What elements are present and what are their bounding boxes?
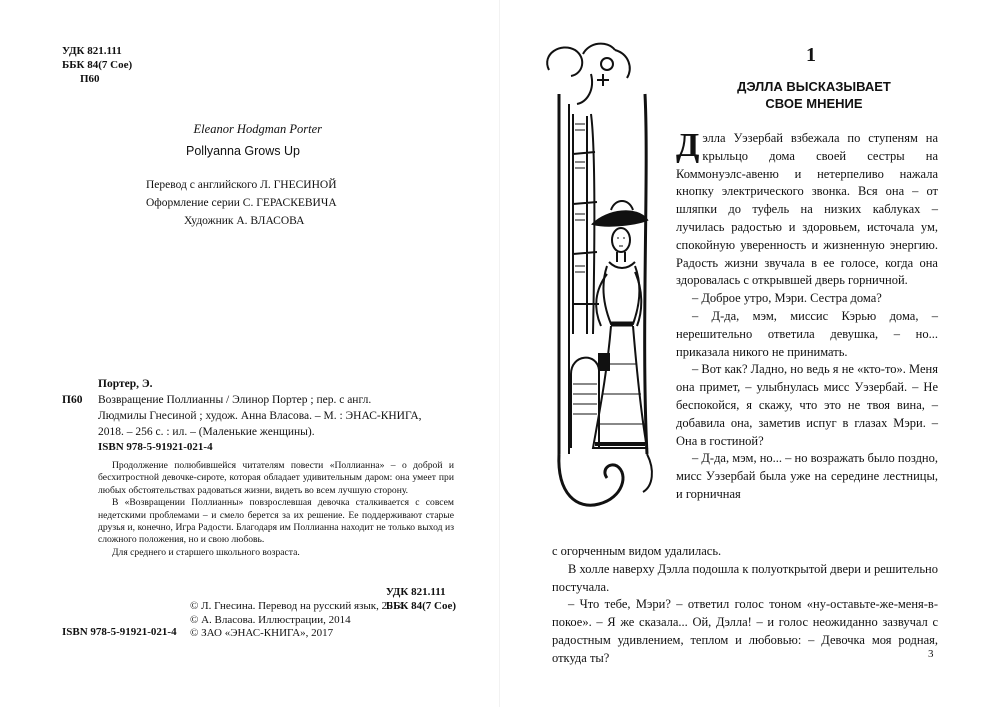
bib-author: Портер, Э. [98,378,153,390]
paragraph: – Д-да, мэм, но... – но возражать было поздно, мисс Уэзербай была уже на середине лестницы, и горничная [676,451,938,501]
bib-description-first-line: Возвращение Поллианны / Элинор Портер ; пер. с англ. [98,394,372,406]
paragraph: – Вот как? Ладно, но ведь я не «кто-то». Меня она примет, – улыбнулась мисс Уэзербай. – Не беспокойся, я скажу, что это не твоя вина, – добавила она, заметив испуг в глазах Мэри. – Она в гостиной? [676,362,938,448]
chapter-title [724,78,904,112]
chapter-illustration [537,34,669,520]
udk-code: УДК 821.111 [62,45,122,57]
copyright-line: © ЗАО «ЭНАС-КНИГА», 2017 [190,627,334,639]
page-number: 3 [928,648,934,660]
paragraph: – Д-да, мэм, миссис Кэрью дома, – нерешительно ответила девушка, – но... приказала никого не принимать. [676,308,938,359]
paragraph: В холле наверху Дэлла подошла к полуоткрытой двери и решительно постучала. [552,561,938,594]
bbk-code: ББК 84(7 Сое) [62,59,133,71]
illustrator-credit: Художник А. ВЛАСОВА [184,215,305,227]
bibliographic-record [62,376,456,440]
annotation-paragraph: В «Возвращении Поллианны» повзрослевшая девочка сталкивается с совсем недетскими проблемами – и смело берется за их решение. Ее поддерживают старые друзья и, конечно, Игра Радости. Благодаря им Поллианна находит не только выход из сложного положения, но и свою любовь. [98,497,454,546]
chapter-title-line: СВОЕ МНЕНИЕ [765,96,863,111]
bib-description-line: Людмилы Гнесиной ; худож. Анна Власова. – М. : ЭНАС-КНИГА, [98,410,422,422]
isbn-record: ISBN 978-5-91921-021-4 [98,441,213,453]
first-paragraph-text: элла Уэзербай взбежала по ступеням на крыльцо дома своей сестры на Коммонуэлс-авеню и нетерпеливо нажала кнопку электрического звонка. Вся она – от шляпки до туфель на низких каблуках – лучилась радостью и здоровьем, источала ум, спокойную уверенность и жизненную энергию. Радость жизни звучала в ее голосе, когда она здоровалась с открывшей дверь горничной. [676,131,938,288]
bib-description-line: 2018. – 256 с. : ил. – (Маленькие женщины). [98,426,315,438]
chapter-title-line: ДЭЛЛА ВЫСКАЗЫВАЕТ [737,79,891,94]
original-title: Pollyanna Grows Up [186,144,300,158]
drop-cap: Д [676,127,700,164]
credits-block [146,176,337,230]
copyright-line: © А. Власова. Иллюстрации, 2014 [190,613,351,626]
paragraph: с огорченным видом удалилась. [552,544,722,558]
translator-credit: Перевод с английского Л. ГНЕСИНОЙ [146,179,337,191]
udk-code: УДК 821.111 [385,586,446,598]
chapter-number: 1 [806,44,816,66]
udk-bbk-block-top [62,44,132,86]
annotation-paragraph: Продолжение полюбившейся читателям повести «Поллианна» – о доброй и бесхитростной девочке-сироте, которая обладает удивительным даром: она умеет при любых обстоятельствах радоваться жизни, видеть во всем лучшую сторону. [98,460,454,496]
annotation-paragraph: Для среднего и старшего школьного возраста. [112,546,300,558]
copyright-block [190,600,404,641]
bbk-code: ББК 84(7 Сое) [385,600,456,612]
annotation [98,460,454,559]
paragraph: – Что тебе, Мэри? – ответил голос тоном «ну-оставьте-же-меня-в-покое». – Я же сказала... Ой, Дэлла! – и голос неожиданно зазвучал с радостным удивлением, теплом и любовью: – Девочка моя родная, откуда ты? [552,597,938,665]
chapter-text-wide [552,543,938,668]
author-mark: П60 [80,73,100,85]
isbn-bottom: ISBN 978-5-91921-021-4 [62,626,177,638]
chapter-text-column [676,127,938,504]
bib-code: П60 [62,394,83,406]
original-author: Eleanor Hodgman Porter [193,122,322,136]
copyright-line: © Л. Гнесина. Перевод на русский язык, 2014 [190,600,404,612]
first-paragraph [676,127,938,290]
paragraph: – Доброе утро, Мэри. Сестра дома? [692,291,882,306]
series-design-credit: Оформление серии С. ГЕРАСКЕВИЧА [146,197,337,209]
